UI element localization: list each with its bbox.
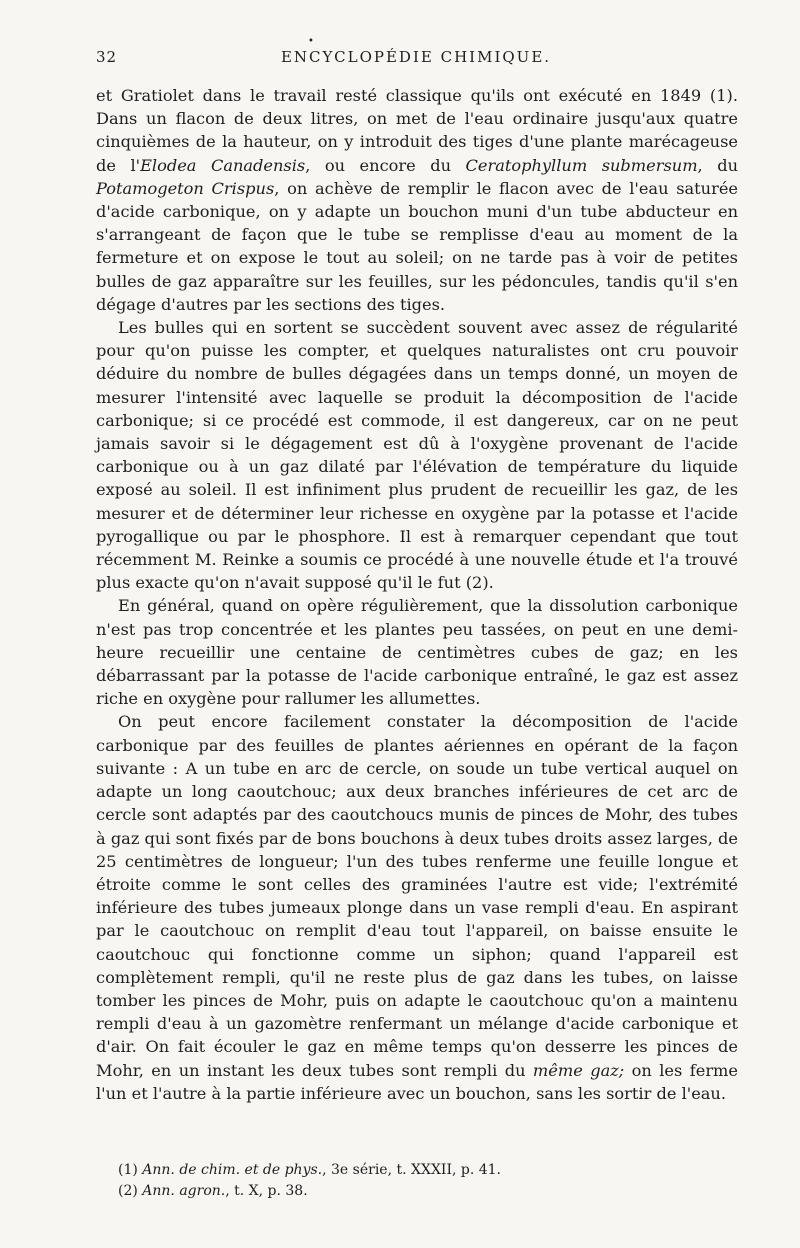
text-run: (1) (118, 1162, 143, 1178)
text-run: et Gratiolet dans le travail resté classique qu'ils ont exécuté en 1849 (1). Dans un flacon de deux litres, on met de l'eau ordinaire jusqu'aux quatre cinquièmes de la hauteur, on y introduit des tiges d'une plante marécageuse de l' (96, 86, 738, 175)
text-run: , du (697, 155, 738, 175)
italic-text: Ceratophyllum submersum (465, 155, 698, 175)
text-run: , on achève de remplir le flacon avec de l'eau saturée d'acide carbonique, on y adapte un bouchon muni d'un tube abducteur en s'arrangeant de façon que le tube se remplisse d'eau au moment de la fermeture et on expose le tout au soleil; on ne tarde pas à voir de petites bulles de gaz apparaître sur les feuilles, sur les pédoncules, tandis qu'il s'en dégage d'autres par les sections des tiges. (96, 178, 738, 314)
text-run: On peut encore facilement constater la décomposition de l'acide carbonique par des feuilles de plantes aériennes en opérant de la façon suivante : A un tube en arc de cercle, on soude un tube vertical auquel on adapte un long caoutchouc; aux deux branches inférieures de cet arc de cercle sont adaptés par des caoutchoucs munis de pinces de Mohr, des tubes à gaz qui sont fixés par de bons bouchons à deux tubes droits assez larges, de 25 centimètres de longueur; l'un des tubes renferme une feuille longue et étroite comme le sont celles des graminées l'autre est vide; l'extrémité inférieure des tubes jumeaux plonge dans un vase rempli d'eau. En aspirant par le caoutchouc on remplit d'eau tout l'appareil, on baisse ensuite le caoutchouc qui fonctionne comme un siphon; quand l'appareil est complètement rempli, qu'il ne reste plus de gaz dans les tubes, on laisse tomber les pinces de Mohr, puis on adapte le caoutchouc qu'on a maintenu rempli d'eau à un gazomètre renfermant un mélange d'acide carbonique et d'air. On fait écouler le gaz en même temps qu'on desserre les pinces de Mohr, en un instant les deux tubes sont rempli du (96, 712, 738, 1080)
page-number: 32 (96, 48, 118, 66)
running-header (96, 36, 736, 72)
paragraph-4 (96, 710, 738, 1104)
text-run: on les ferme l'un et l'autre à la partie inférieure avec un bouchon, sans les sortir de l'eau. (96, 1060, 738, 1103)
italic-text: Elodea Canadensis (140, 155, 306, 175)
paragraph-2 (96, 316, 738, 594)
text-run: Les bulles qui en sortent se succèdent souvent avec assez de régularité pour qu'on puisse les compter, et quelques naturalistes ont cru pouvoir déduire du nombre de bulles dégagées dans un temps donné, un moyen de mesurer l'intensité avec laquelle se produit la décomposition de l'acide carbonique; si ce procédé est commode, il est dangereux, car on ne peut jamais savoir si le dégagement est dû à l'oxygène provenant de l'acide carbonique ou à un gaz dilaté par l'élévation de température du liquide exposé au soleil. Il est infiniment plus prudent de recueillir les gaz, de les mesurer et de déterminer leur richesse en oxygène par la potasse et l'acide pyrogallique ou par le phosphore. Il est à remarquer cependant que tout récemment M. Reinke a soumis ce procédé à une nouvelle étude et l'a trouvé plus exacte qu'on n'avait supposé qu'il le fut (2). (96, 318, 738, 593)
running-title: ENCYCLOPÉDIE CHIMIQUE. (280, 48, 552, 66)
paragraph-1 (96, 84, 738, 316)
text-run: , t. X, p. 38. (225, 1183, 308, 1199)
text-run: , ou encore du (305, 155, 466, 175)
italic-text: Ann. de chim. et de phys. (142, 1162, 323, 1178)
italic-text: Potamogeton Crispus (96, 178, 275, 198)
text-run: , 3e série, t. XXXII, p. 41. (322, 1162, 502, 1178)
italic-text: même gaz; (532, 1060, 625, 1080)
footnotes (118, 1160, 738, 1202)
print-mark: • (308, 36, 315, 47)
footnote-2 (118, 1181, 738, 1202)
paragraph-3 (96, 594, 738, 710)
text-run: (2) (118, 1183, 143, 1199)
body-text (96, 84, 738, 1105)
italic-text: Ann. agron. (142, 1183, 226, 1199)
text-run: En général, quand on opère régulièrement, que la dissolution carbonique n'est pas trop concentrée et les plantes peu tassées, on peut en une demi-heure recueillir une centaine de centimètres cubes de gaz; en les débarrassant par la potasse de l'acide carbonique entraîné, le gaz est assez riche en oxygène pour rallumer les allumettes. (96, 596, 738, 709)
footnote-1 (118, 1160, 738, 1181)
